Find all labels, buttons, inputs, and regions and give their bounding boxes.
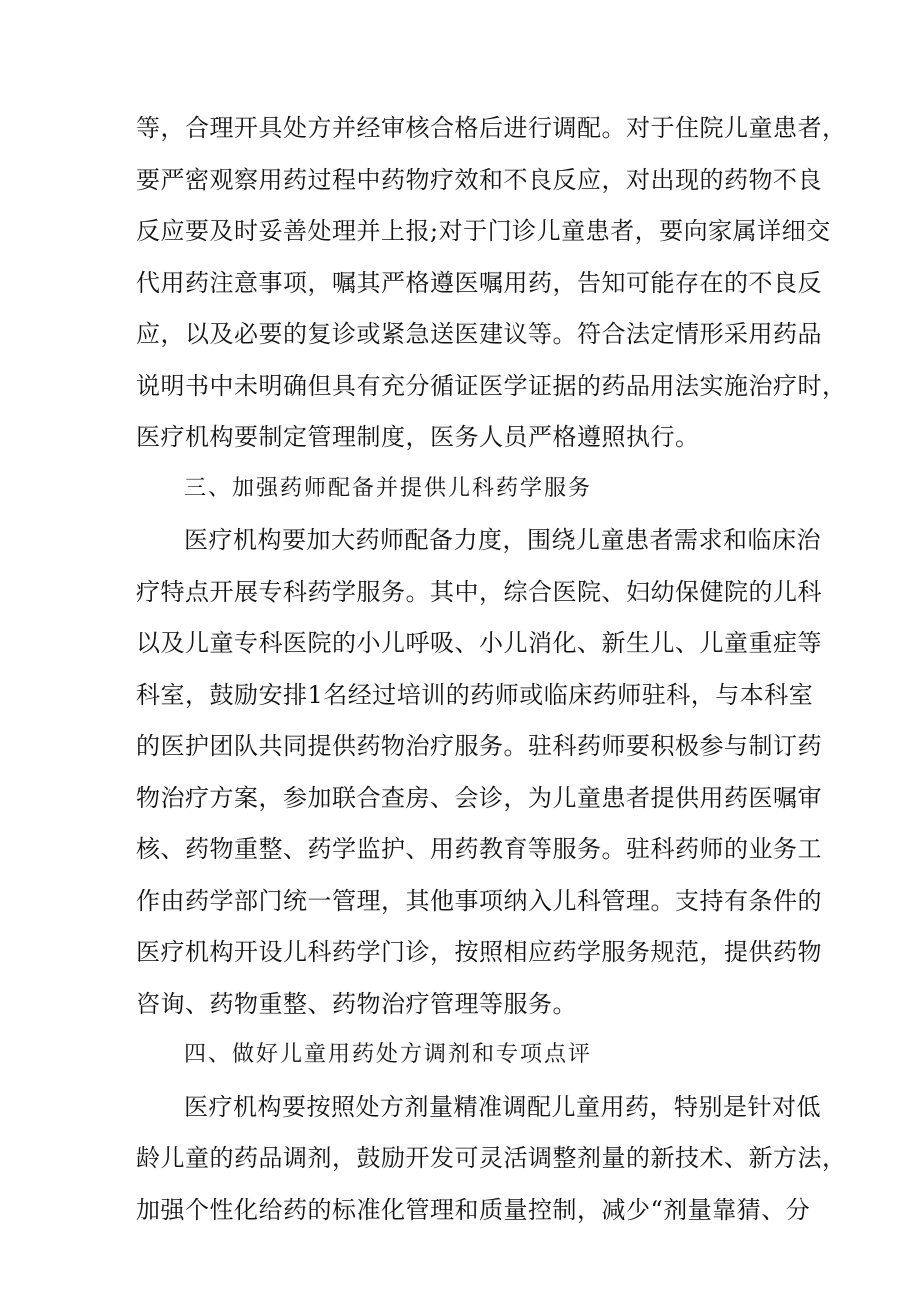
paragraph-line: 医疗机构开设儿科药学门诊，按照相应药学服务规范，提供药物 (136, 938, 822, 966)
paragraph-line: 医疗机构要制定管理制度，医务人员严格遵照执行。 (136, 423, 700, 451)
paragraph-line: 反应要及时妥善处理并上报;对于门诊儿童患者，要向家属详细交 (136, 217, 831, 245)
paragraph-line: 医疗机构要加大药师配备力度，围绕儿童患者需求和临床治 (184, 526, 821, 554)
paragraph-line: 物治疗方案，参加联合查房、会诊，为儿童患者提供用药医嘱审 (136, 784, 822, 812)
paragraph-line: 核、药物重整、药学监护、用药教育等服务。驻科药师的业务工 (136, 835, 822, 863)
paragraph-line: 以及儿童专科医院的小儿呼吸、小儿消化、新生儿、儿童重症等 (136, 629, 822, 657)
paragraph-line: 要严密观察用药过程中药物疗效和不良反应，对出现的药物不良 (136, 166, 822, 194)
paragraph-line: 医疗机构要按照处方剂量精准调配儿童用药，特别是针对低 (184, 1093, 821, 1121)
paragraph-line: 的医护团队共同提供药物治疗服务。驻科药师要积极参与制订药 (136, 732, 822, 760)
paragraph-line: 代用药注意事项，嘱其严格遵医嘱用药，告知可能存在的不良反 (136, 269, 822, 297)
section-heading: 三、加强药师配备并提供儿科药学服务 (184, 476, 593, 501)
paragraph-line: 应，以及必要的复诊或紧急送医建议等。符合法定情形采用药品 (136, 320, 822, 348)
paragraph-line: 等，合理开具处方并经审核合格后进行调配。对于住院儿童患者， (136, 114, 847, 142)
paragraph-line: 科室，鼓励安排1名经过培训的药师或临床药师驻科，与本科室 (136, 681, 814, 709)
paragraph-line: 说明书中未明确但具有充分循证医学证据的药品用法实施治疗时， (136, 372, 847, 400)
paragraph-line: 加强个性化给药的标准化管理和质量控制，减少“剂量靠猜、分 (136, 1196, 811, 1224)
paragraph-line: 作由药学部门统一管理，其他事项纳入儿科管理。支持有条件的 (136, 887, 822, 915)
paragraph-line: 龄儿童的药品调剂，鼓励开发可灵活调整剂量的新技术、新方法， (136, 1144, 847, 1172)
section-heading: 四、做好儿童用药处方调剂和专项点评 (184, 1042, 593, 1067)
paragraph-line: 咨询、药物重整、药物治疗管理等服务。 (136, 990, 577, 1018)
paragraph-line: 疗特点开展专科药学服务。其中，综合医院、妇幼保健院的儿科 (136, 578, 822, 606)
